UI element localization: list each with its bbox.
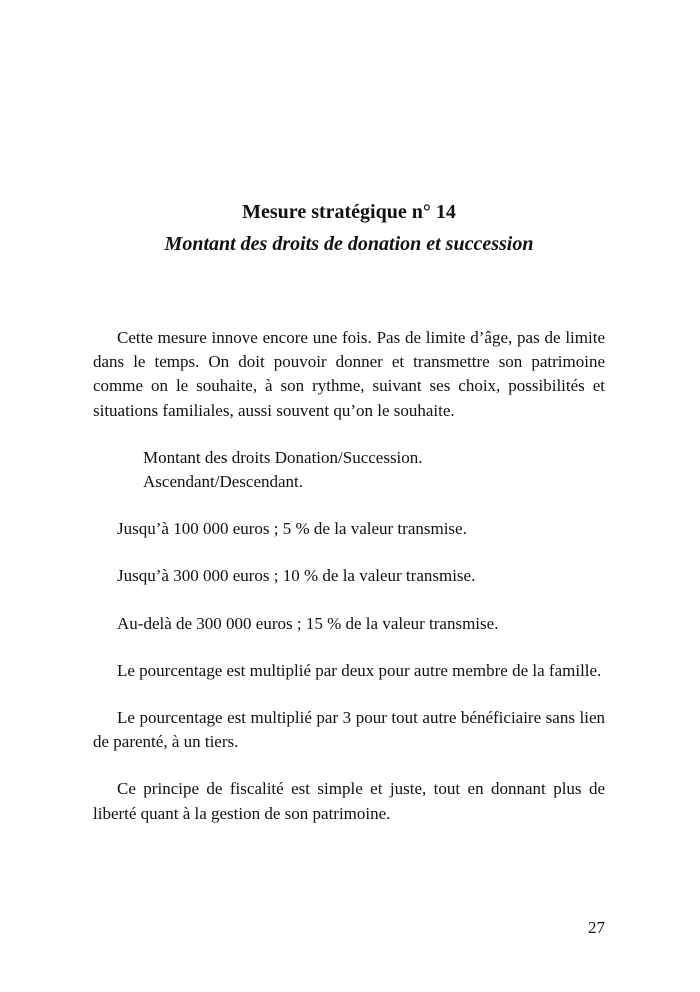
heading-block (93, 197, 605, 259)
rates-heading (93, 446, 605, 494)
book-page (93, 0, 605, 992)
page-number: 27 (588, 918, 605, 937)
rate-tier-1: Jusqu’à 100 000 euros ; 5 % de la valeur transmise. (117, 519, 467, 539)
conclusion-paragraph: Ce principe de fiscalité est simple et juste, tout en donnant plus de liberté quant à la gestion de son patrimoine. (93, 779, 605, 823)
third-party-multiplier-paragraph: Le pourcentage est multiplié par 3 pour tout autre bénéficiaire sans lien de parenté, à un tiers. (93, 708, 605, 752)
page-title: Mesure stratégique n° 14 (242, 201, 456, 223)
rate-tier-2: Jusqu’à 300 000 euros ; 10 % de la valeur transmise. (117, 566, 476, 586)
rates-heading-line-1: Montant des droits Donation/Succession. (143, 447, 423, 467)
family-multiplier-paragraph: Le pourcentage est multiplié par deux pour autre membre de la famille. (117, 660, 602, 680)
body-text (93, 326, 605, 826)
rate-tier-3: Au-delà de 300 000 euros ; 15 % de la valeur transmise. (117, 613, 499, 633)
rates-heading-line-2: Ascendant/Descendant. (143, 472, 304, 492)
intro-paragraph: Cette mesure innove encore une fois. Pas de limite d’âge, pas de limite dans le temps. On doit pouvoir donner et transmettre son patrimoine comme on le souhaite, à son rythme, suivant ses choix, possibilités et situations familiales, aussi souvent qu’on le souhaite. (93, 328, 605, 420)
page-subtitle: Montant des droits de donation et succession (164, 233, 534, 255)
